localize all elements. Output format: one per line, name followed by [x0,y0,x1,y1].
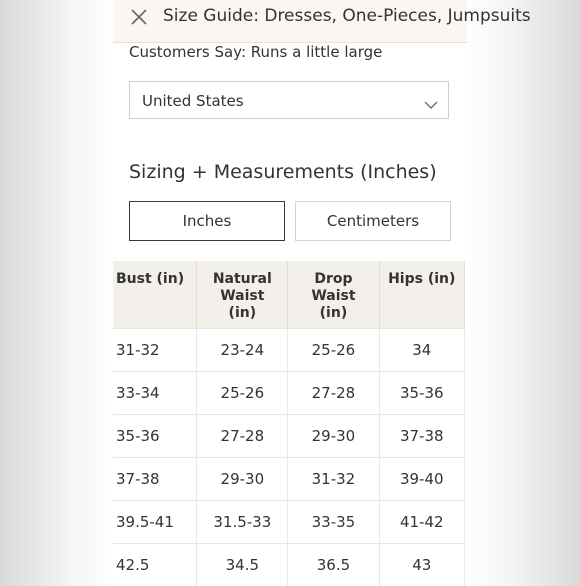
country-select[interactable] [129,81,449,119]
table-row [113,501,465,544]
column-header-label: Natural Waist (in) [206,271,278,322]
table-cell: 25-26 [197,372,288,415]
table-cell: 34.5 [197,544,288,586]
column-header-drop-waist [288,261,379,329]
table-cell: 31-32 [288,458,379,501]
table-cell: 25-26 [288,329,379,372]
table-cell: 29-30 [288,415,379,458]
table-cell: 39.5-41 [113,501,197,544]
table-row [113,458,465,501]
table-row [113,415,465,458]
table-cell: 42.5 [113,544,197,586]
table-row [113,329,465,372]
size-guide-panel [113,0,467,580]
table-row [113,544,465,586]
table-cell: 33-35 [288,501,379,544]
centimeters-button[interactable]: Centimeters [295,201,451,241]
modal-title: Size Guide: Dresses, One-Pieces, Jumpsuits [163,6,463,26]
section-title: Sizing + Measurements (Inches) [129,161,437,183]
fit-note: Customers Say: Runs a little large [129,43,382,61]
table-cell: 35-36 [379,372,465,415]
table-cell: 31-32 [113,329,197,372]
table-cell: 35-36 [113,415,197,458]
table-cell: 33-34 [113,372,197,415]
size-table [113,261,465,586]
table-cell: 39-40 [379,458,465,501]
chevron-down-icon [424,95,438,105]
table-row [113,372,465,415]
table-cell: 43 [379,544,465,586]
table-cell: 27-28 [288,372,379,415]
table-cell: 29-30 [197,458,288,501]
close-icon[interactable] [129,7,149,27]
table-cell: 23-24 [197,329,288,372]
table-cell: 37-38 [113,458,197,501]
table-cell: 27-28 [197,415,288,458]
table-header-row [113,261,465,329]
table-cell: 31.5-33 [197,501,288,544]
modal-header [113,0,467,43]
inches-button[interactable]: Inches [129,201,285,241]
column-header-bust: Bust (in) [113,261,197,329]
table-cell: 41-42 [379,501,465,544]
country-select-value: United States [142,92,244,110]
table-cell: 36.5 [288,544,379,586]
column-header-natural-waist [197,261,288,329]
table-cell: 37-38 [379,415,465,458]
column-header-label: Drop Waist (in) [297,271,369,322]
table-cell: 34 [379,329,465,372]
column-header-hips: Hips (in) [379,261,465,329]
